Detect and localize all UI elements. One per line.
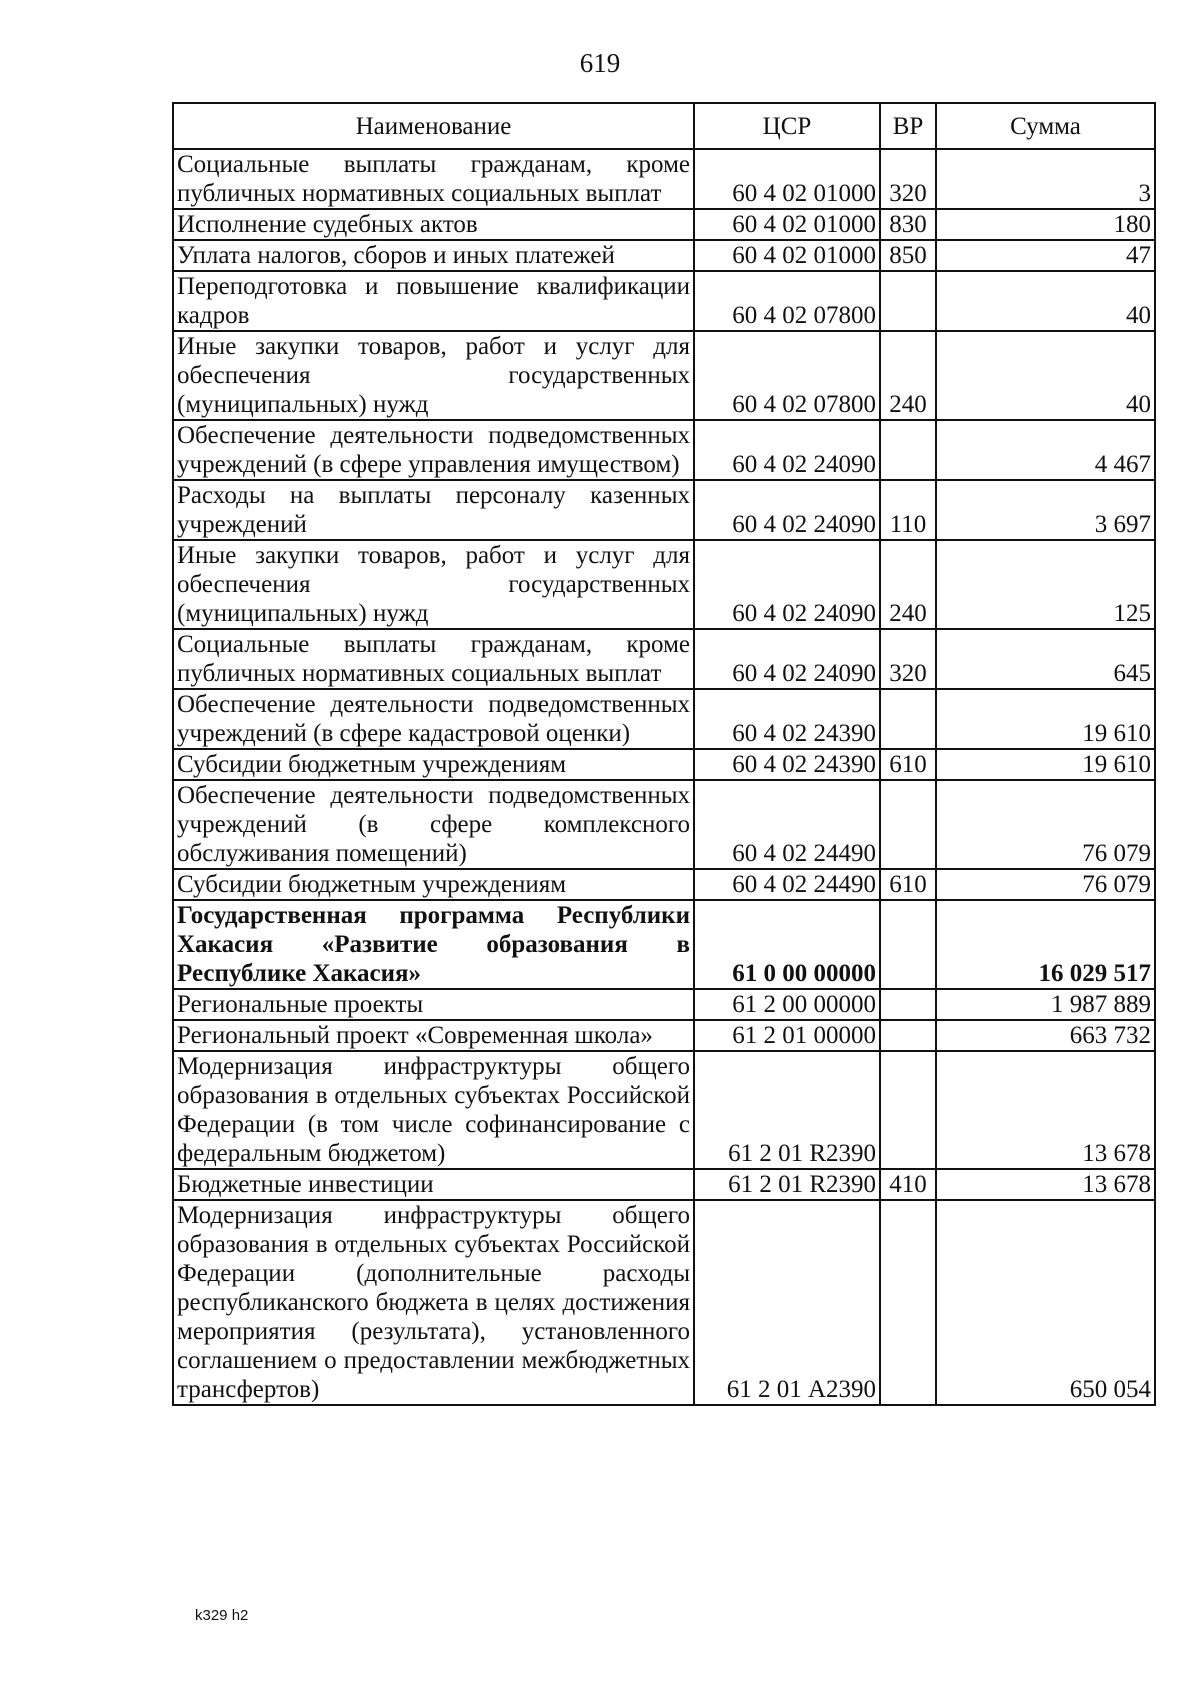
row-csr-cell: 60 4 02 07800 bbox=[694, 271, 880, 331]
row-name-cell: Региональные проекты bbox=[173, 989, 694, 1020]
row-sum-cell: 19 610 bbox=[936, 689, 1155, 749]
row-csr-cell: 60 4 02 24090 bbox=[694, 540, 880, 629]
row-name-cell: Исполнение судебных актов bbox=[173, 209, 694, 240]
row-name-cell: Обеспечение деятельности подведомственных учреждений (в сфере кадастровой оценки) bbox=[173, 689, 694, 749]
row-vr-cell: 240 bbox=[880, 331, 936, 420]
row-sum-cell: 180 bbox=[936, 209, 1155, 240]
row-vr-cell: 830 bbox=[880, 209, 936, 240]
row-name-cell: Расходы на выплаты персоналу казенных учреждений bbox=[173, 480, 694, 540]
row-sum-cell: 1 987 889 bbox=[936, 989, 1155, 1020]
row-vr-cell bbox=[880, 1020, 936, 1051]
row-vr-cell: 850 bbox=[880, 240, 936, 271]
row-sum-cell: 3 bbox=[936, 149, 1155, 209]
table-row bbox=[173, 869, 1155, 900]
row-sum-cell: 76 079 bbox=[936, 780, 1155, 869]
table-row bbox=[173, 540, 1155, 629]
row-sum-cell: 19 610 bbox=[936, 749, 1155, 780]
row-csr-cell: 61 2 01 00000 bbox=[694, 1020, 880, 1051]
row-name-cell: Субсидии бюджетным учреждениям bbox=[173, 869, 694, 900]
row-csr-cell: 60 4 02 24090 bbox=[694, 480, 880, 540]
row-vr-cell bbox=[880, 900, 936, 989]
row-vr-cell: 610 bbox=[880, 749, 936, 780]
row-vr-cell bbox=[880, 271, 936, 331]
row-vr-cell: 110 bbox=[880, 480, 936, 540]
header-csr: ЦСР bbox=[694, 103, 880, 149]
row-vr-cell: 610 bbox=[880, 869, 936, 900]
row-csr-cell: 61 2 01 R2390 bbox=[694, 1169, 880, 1200]
row-vr-cell bbox=[880, 420, 936, 480]
table-row bbox=[173, 331, 1155, 420]
row-vr-cell: 320 bbox=[880, 629, 936, 689]
footer-code: k329 h2 bbox=[195, 1607, 249, 1624]
table-header-row bbox=[173, 103, 1155, 149]
table-row bbox=[173, 209, 1155, 240]
table-row bbox=[173, 1200, 1155, 1405]
row-sum-cell: 40 bbox=[936, 271, 1155, 331]
row-csr-cell: 60 4 02 01000 bbox=[694, 149, 880, 209]
row-name-cell: Иные закупки товаров, работ и услуг для обеспечения государственных (муниципальных) нужд bbox=[173, 540, 694, 629]
row-name-cell: Обеспечение деятельности подведомственных учреждений (в сфере управления имуществом) bbox=[173, 420, 694, 480]
row-csr-cell: 60 4 02 07800 bbox=[694, 331, 880, 420]
row-name-cell: Обеспечение деятельности подведомственных учреждений (в сфере комплексного обслуживания помещений) bbox=[173, 780, 694, 869]
row-sum-cell: 47 bbox=[936, 240, 1155, 271]
row-name-cell: Государственная программа Республики Хакасия «Развитие образования в Республике Хакасия» bbox=[173, 900, 694, 989]
row-vr-cell: 240 bbox=[880, 540, 936, 629]
row-vr-cell bbox=[880, 1200, 936, 1405]
row-name-cell: Социальные выплаты гражданам, кроме публичных нормативных социальных выплат bbox=[173, 629, 694, 689]
row-sum-cell: 663 732 bbox=[936, 1020, 1155, 1051]
table-row bbox=[173, 989, 1155, 1020]
row-csr-cell: 60 4 02 24090 bbox=[694, 420, 880, 480]
row-name-cell: Социальные выплаты гражданам, кроме публичных нормативных социальных выплат bbox=[173, 149, 694, 209]
row-sum-cell: 16 029 517 bbox=[936, 900, 1155, 989]
row-csr-cell: 60 4 02 24090 bbox=[694, 629, 880, 689]
budget-table bbox=[172, 102, 1156, 1406]
row-sum-cell: 4 467 bbox=[936, 420, 1155, 480]
row-vr-cell bbox=[880, 1051, 936, 1169]
table-row bbox=[173, 240, 1155, 271]
row-vr-cell bbox=[880, 989, 936, 1020]
row-name-cell: Региональный проект «Современная школа» bbox=[173, 1020, 694, 1051]
table-row bbox=[173, 900, 1155, 989]
row-csr-cell: 60 4 02 24390 bbox=[694, 689, 880, 749]
row-vr-cell bbox=[880, 780, 936, 869]
row-csr-cell: 60 4 02 01000 bbox=[694, 240, 880, 271]
row-csr-cell: 61 2 00 00000 bbox=[694, 989, 880, 1020]
row-csr-cell: 60 4 02 24390 bbox=[694, 749, 880, 780]
table-row bbox=[173, 689, 1155, 749]
table-row bbox=[173, 1020, 1155, 1051]
row-csr-cell: 61 2 01 R2390 bbox=[694, 1051, 880, 1169]
row-sum-cell: 125 bbox=[936, 540, 1155, 629]
row-csr-cell: 61 2 01 А2390 bbox=[694, 1200, 880, 1405]
page-number: 619 bbox=[579, 48, 621, 78]
row-sum-cell: 13 678 bbox=[936, 1051, 1155, 1169]
row-name-cell: Модернизация инфраструктуры общего образования в отдельных субъектах Российской Федерации (в том числе софинансирование с федеральным бюджетом) bbox=[173, 1051, 694, 1169]
table-row bbox=[173, 480, 1155, 540]
table-row bbox=[173, 420, 1155, 480]
table-row bbox=[173, 271, 1155, 331]
row-sum-cell: 40 bbox=[936, 331, 1155, 420]
table-row bbox=[173, 780, 1155, 869]
row-vr-cell bbox=[880, 689, 936, 749]
row-csr-cell: 61 0 00 00000 bbox=[694, 900, 880, 989]
row-sum-cell: 13 678 bbox=[936, 1169, 1155, 1200]
row-sum-cell: 650 054 bbox=[936, 1200, 1155, 1405]
row-csr-cell: 60 4 02 24490 bbox=[694, 780, 880, 869]
row-name-cell: Бюджетные инвестиции bbox=[173, 1169, 694, 1200]
header-name: Наименование bbox=[173, 103, 694, 149]
row-csr-cell: 60 4 02 24490 bbox=[694, 869, 880, 900]
row-name-cell: Модернизация инфраструктуры общего образования в отдельных субъектах Российской Федерации (дополнительные расходы республиканского бюджета в целях достижения мероприятия (результата), установленного соглашением о предоставлении межбюджетных трансфертов) bbox=[173, 1200, 694, 1405]
table-row bbox=[173, 1051, 1155, 1169]
table-body bbox=[173, 149, 1155, 1405]
table-row bbox=[173, 629, 1155, 689]
row-sum-cell: 3 697 bbox=[936, 480, 1155, 540]
row-csr-cell: 60 4 02 01000 bbox=[694, 209, 880, 240]
row-name-cell: Иные закупки товаров, работ и услуг для обеспечения государственных (муниципальных) нужд bbox=[173, 331, 694, 420]
row-vr-cell: 320 bbox=[880, 149, 936, 209]
header-vr: ВР bbox=[880, 103, 936, 149]
row-sum-cell: 645 bbox=[936, 629, 1155, 689]
table-row bbox=[173, 149, 1155, 209]
row-name-cell: Уплата налогов, сборов и иных платежей bbox=[173, 240, 694, 271]
row-sum-cell: 76 079 bbox=[936, 869, 1155, 900]
row-name-cell: Субсидии бюджетным учреждениям bbox=[173, 749, 694, 780]
table-row bbox=[173, 749, 1155, 780]
row-name-cell: Переподготовка и повышение квалификации кадров bbox=[173, 271, 694, 331]
header-sum: Сумма bbox=[936, 103, 1155, 149]
table-row bbox=[173, 1169, 1155, 1200]
row-vr-cell: 410 bbox=[880, 1169, 936, 1200]
